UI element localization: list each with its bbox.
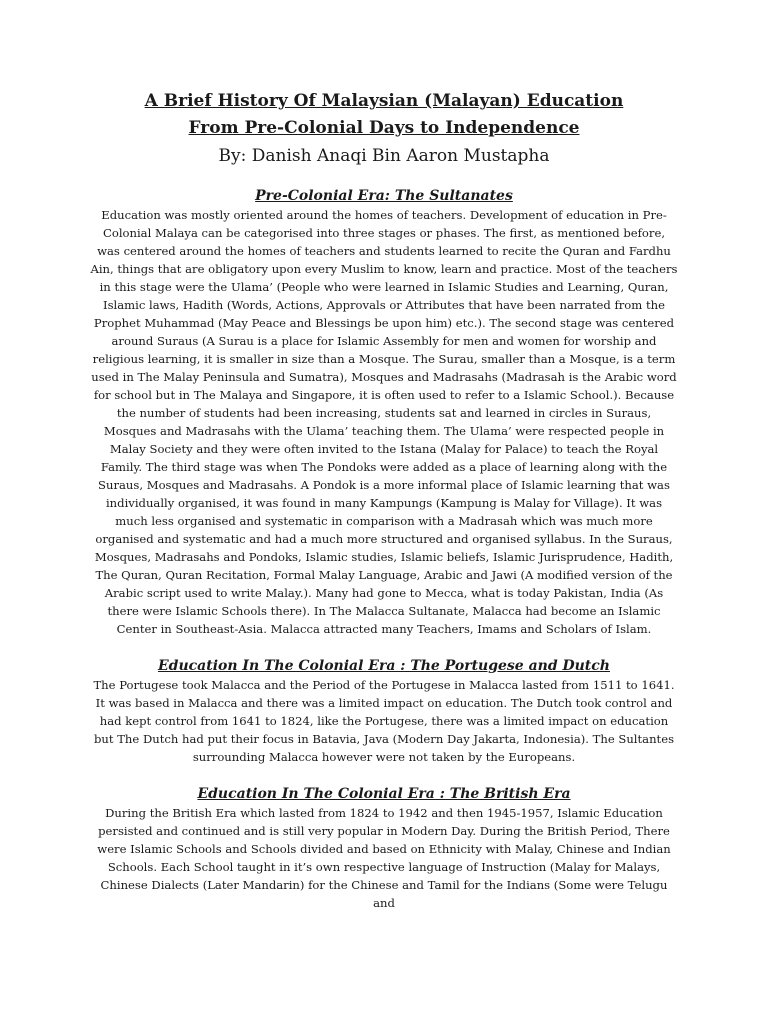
- document-title-line-2: From Pre-Colonial Days to Independence: [188, 118, 580, 138]
- document-byline: By: Danish Anaqi Bin Aaron Mustapha: [218, 146, 550, 166]
- section-pre-colonial: [90, 186, 678, 638]
- section-british-era: [90, 784, 678, 912]
- section-heading: Education In The Colonial Era : The British Era: [197, 786, 571, 802]
- section-body: During the British Era which lasted from 1824 to 1942 and then 1945-1957, Islamic Education persisted and continued and is still very popular in Modern Day. During the British Period, There were Islamic Schools and Schools divided and based on Ethnicity with Malay, Chinese and Indian Schools. Each School taught in it’s own respective language of Instruction (Malay for Malays, Chinese Dialects (Later Mandarin) for the Chinese and Tamil for the Indians (Some were Telugu and: [97, 806, 671, 910]
- section-heading: Pre-Colonial Era: The Sultanates: [255, 188, 513, 204]
- section-body: Education was mostly oriented around the homes of teachers. Development of education in Pre-Colonial Malaya can be categorised into three stages or phases. The first, as mentioned before, was centered around the homes of teachers and students learned to recite the Quran and Fardhu Ain, things that are obligatory upon every Muslim to know, learn and practice. Most of the teachers in this stage were the Ulama’ (People who were learned in Islamic Studies and Learning, Quran, Islamic laws, Hadith (Words, Actions, Approvals or Attributes that have been narrated from the Prophet Muhammad (May Peace and Blessings be upon him) etc.). The second stage was centered around Suraus (A Surau is a place for Islamic Assembly for men and women for worship and religious learning, it is smaller in size than a Mosque. The Surau, smaller than a Mosque, is a term used in The Malay Peninsula and Sumatra), Mosques and Madrasahs (Madrasah is the Arabic word for school but in The Malaya and Singapore, it is often used to refer to a Islamic School.). Because the number of students had been increasing, students sat and learned in circles in Suraus, Mosques and Madrasahs with the Ulama’ teaching them. The Ulama’ were respected people in Malay Society and they were often invited to the Istana (Malay for Palace) to teach the Royal Family. The third stage was when The Pondoks were added as a place of learning along with the Suraus, Mosques and Madrasahs. A Pondok is a more informal place of Islamic learning that was individually organised, it was found in many Kampungs (Kampung is Malay for Village). It was much less organised and systematic in comparison with a Madrasah which was much more organised and systematic and had a much more structured and organised syllabus. In the Suraus, Mosques, Madrasahs and Pondoks, Islamic studies, Islamic beliefs, Islamic Jurisprudence, Hadith, The Quran, Quran Recitation, Formal Malay Language, Arabic and Jawi (A modified version of the Arabic script used to write Malay.). Many had gone to Mecca, what is today Pakistan, India (As there were Islamic Schools there). In The Malacca Sultanate, Malacca had become an Islamic Center in Southeast-Asia. Malacca attracted many Teachers, Imams and Scholars of Islam.: [90, 208, 678, 636]
- document-title-line-1: A Brief History Of Malaysian (Malayan) Education: [144, 91, 624, 111]
- section-portugese-dutch: [90, 656, 678, 766]
- section-heading: Education In The Colonial Era : The Portugese and Dutch: [158, 658, 610, 674]
- section-body: The Portugese took Malacca and the Period of the Portugese in Malacca lasted from 1511 to 1641. It was based in Malacca and there was a limited impact on education. The Dutch took control and had kept control from 1641 to 1824, like the Portugese, there was a limited impact on education but The Dutch had put their focus in Batavia, Java (Modern Day Jakarta, Indonesia). The Sultantes surrounding Malacca however were not taken by the Europeans.: [93, 678, 675, 764]
